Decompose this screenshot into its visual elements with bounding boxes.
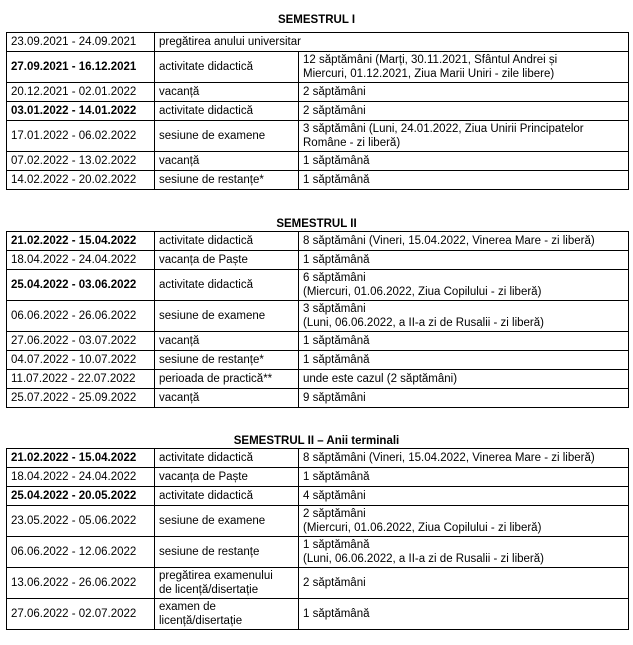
- table-row: [7, 33, 629, 52]
- activity-cell: perioada de practică**: [155, 370, 299, 389]
- period-cell: 04.07.2022 - 10.07.2022: [7, 351, 155, 370]
- table-row: [7, 102, 629, 121]
- activity-cell: activitate didactică: [155, 449, 299, 468]
- activity-cell: vacanță: [155, 389, 299, 408]
- period-cell: 21.02.2022 - 15.04.2022: [7, 449, 155, 468]
- table-row: [7, 506, 629, 537]
- duration-cell: 12 săptămâni (Marți, 30.11.2021, Sfântul Andrei și Miercuri, 01.12.2021, Ziua Marii Uniri - zile libere): [299, 52, 629, 83]
- activity-cell: activitate didactică: [155, 232, 299, 251]
- table-row: [7, 152, 629, 171]
- period-cell: 23.09.2021 - 24.09.2021: [7, 33, 155, 52]
- duration-cell: 1 săptămână: [299, 171, 629, 190]
- table-row: [7, 487, 629, 506]
- table-row: [7, 468, 629, 487]
- duration-cell: 9 săptămâni: [299, 389, 629, 408]
- table-row: [7, 389, 629, 408]
- period-cell: 27.06.2022 - 03.07.2022: [7, 332, 155, 351]
- duration-cell: 1 săptămână: [299, 468, 629, 487]
- section-title-1: SEMESTRUL I: [277, 14, 356, 26]
- section-title-2: SEMESTRUL II: [276, 218, 357, 230]
- duration-cell: 3 săptămâni (Luni, 06.06.2022, a II-a zi de Rusalii - zi liberă): [299, 301, 629, 332]
- table-row: [7, 568, 629, 599]
- activity-cell: activitate didactică: [155, 270, 299, 301]
- table-row: [7, 52, 629, 83]
- period-cell: 27.06.2022 - 02.07.2022: [7, 599, 155, 630]
- section-title-3: SEMESTRUL II – Anii terminali: [233, 435, 400, 447]
- period-cell: 17.01.2022 - 06.02.2022: [7, 121, 155, 152]
- table-row: [7, 370, 629, 389]
- duration-cell: 1 săptămână: [299, 332, 629, 351]
- duration-cell: 8 săptămâni (Vineri, 15.04.2022, Vinerea Mare - zi liberă): [299, 232, 629, 251]
- schedule-table-1: [6, 32, 629, 190]
- table-row: [7, 251, 629, 270]
- duration-cell: 2 săptămâni: [299, 102, 629, 121]
- duration-cell: 1 săptămână (Luni, 06.06.2022, a II-a zi de Rusalii - zi liberă): [299, 537, 629, 568]
- activity-cell: vacanța de Paște: [155, 251, 299, 270]
- duration-cell: 4 săptămâni: [299, 487, 629, 506]
- activity-cell: activitate didactică: [155, 487, 299, 506]
- activity-cell: sesiune de examene: [155, 121, 299, 152]
- period-cell: 21.02.2022 - 15.04.2022: [7, 232, 155, 251]
- activity-cell: activitate didactică: [155, 52, 299, 83]
- activity-cell: vacanță: [155, 332, 299, 351]
- duration-cell: 1 săptămână: [299, 251, 629, 270]
- period-cell: 20.12.2021 - 02.01.2022: [7, 83, 155, 102]
- activity-cell: sesiune de restanțe*: [155, 351, 299, 370]
- period-cell: 03.01.2022 - 14.01.2022: [7, 102, 155, 121]
- duration-cell: 1 săptămână: [299, 599, 629, 630]
- period-cell: 18.04.2022 - 24.04.2022: [7, 251, 155, 270]
- period-cell: 13.06.2022 - 26.06.2022: [7, 568, 155, 599]
- activity-cell: activitate didactică: [155, 102, 299, 121]
- activity-cell: pregătirea examenului de licență/disertație: [155, 568, 299, 599]
- duration-cell: 1 săptămână: [299, 351, 629, 370]
- table-row: [7, 449, 629, 468]
- table-row: [7, 270, 629, 301]
- period-cell: 27.09.2021 - 16.12.2021: [7, 52, 155, 83]
- table-row: [7, 351, 629, 370]
- table-row: [7, 121, 629, 152]
- period-cell: 06.06.2022 - 12.06.2022: [7, 537, 155, 568]
- period-cell: 07.02.2022 - 13.02.2022: [7, 152, 155, 171]
- activity-cell: sesiune de examene: [155, 506, 299, 537]
- activity-cell: pregătirea anului universitar: [155, 33, 629, 52]
- activity-cell: vacanța de Paște: [155, 468, 299, 487]
- period-cell: 11.07.2022 - 22.07.2022: [7, 370, 155, 389]
- table-row: [7, 83, 629, 102]
- duration-cell: 1 săptămână: [299, 152, 629, 171]
- activity-cell: examen de licență/disertație: [155, 599, 299, 630]
- activity-cell: vacanță: [155, 152, 299, 171]
- period-cell: 25.07.2022 - 25.09.2022: [7, 389, 155, 408]
- duration-cell: 3 săptămâni (Luni, 24.01.2022, Ziua Unirii Principatelor Române - zi liberă): [299, 121, 629, 152]
- activity-cell: sesiune de examene: [155, 301, 299, 332]
- period-cell: 06.06.2022 - 26.06.2022: [7, 301, 155, 332]
- duration-cell: 2 săptămâni: [299, 83, 629, 102]
- activity-cell: vacanță: [155, 83, 299, 102]
- table-row: [7, 301, 629, 332]
- table-row: [7, 232, 629, 251]
- period-cell: 25.04.2022 - 20.05.2022: [7, 487, 155, 506]
- duration-cell: 8 săptămâni (Vineri, 15.04.2022, Vinerea Mare - zi liberă): [299, 449, 629, 468]
- period-cell: 25.04.2022 - 03.06.2022: [7, 270, 155, 301]
- duration-cell: unde este cazul (2 săptămâni): [299, 370, 629, 389]
- period-cell: 14.02.2022 - 20.02.2022: [7, 171, 155, 190]
- table-row: [7, 537, 629, 568]
- period-cell: 23.05.2022 - 05.06.2022: [7, 506, 155, 537]
- table-row: [7, 599, 629, 630]
- activity-cell: sesiune de restanțe: [155, 537, 299, 568]
- table-row: [7, 171, 629, 190]
- table-row: [7, 332, 629, 351]
- activity-cell: sesiune de restanțe*: [155, 171, 299, 190]
- schedule-table-2: [6, 231, 629, 408]
- schedule-table-3: [6, 448, 629, 630]
- duration-cell: 2 săptămâni: [299, 568, 629, 599]
- period-cell: 18.04.2022 - 24.04.2022: [7, 468, 155, 487]
- duration-cell: 2 săptămâni (Miercuri, 01.06.2022, Ziua Copilului - zi liberă): [299, 506, 629, 537]
- duration-cell: 6 săptămâni (Miercuri, 01.06.2022, Ziua Copilului - zi liberă): [299, 270, 629, 301]
